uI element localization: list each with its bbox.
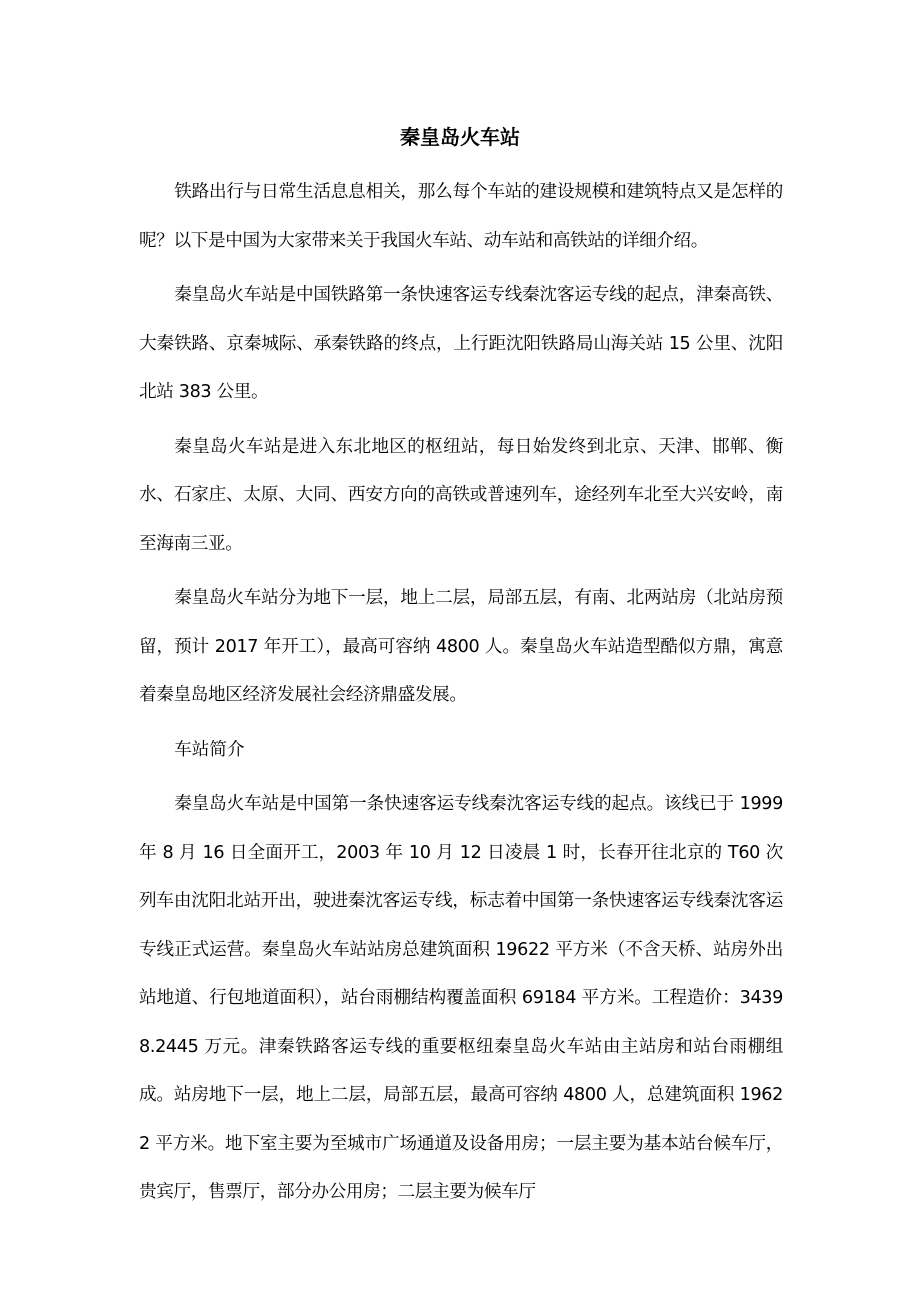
document-title: 秦皇岛火车站 (400, 125, 520, 149)
paragraph-overview: 秦皇岛火车站是中国第一条快速客运专线秦沈客运专线的起点。该线已于 1999 年 8 月 16 日全面开工，2003 年 10 月 12 日凌晨 1 时，长春开往北京的 T60 次列车由沈阳北站开出，驶进秦沈客运专线，标志着中国第一条快速客运专线秦沈客运专线正式运营。秦皇岛火车站站房总建筑面积 19622 平方米（不含天桥、站房外出站地道、行包地道面积），站台雨棚结构覆盖面积 69184 平方米。工程造价：34398.2445 万元。津秦铁路客运专线的重要枢纽秦皇岛火车站由主站房和站台雨棚组成。站房地下一层，地上二层，局部五层，最高可容纳 4800 人，总建筑面积 19622 平方米。地下室主要为至城市广场通道及设备用房；一层主要为基本站台候车厅，贵宾厅，售票厅，部分办公用房；二层主要为候车厅 (139, 794, 783, 1202)
document-body (139, 168, 783, 1223)
paragraph-structure: 秦皇岛火车站分为地下一层，地上二层，局部五层，有南、北两站房（北站房预留，预计 2017 年开工），最高可容纳 4800 人。秦皇岛火车站造型酷似方鼎，寓意着秦皇岛地区经济发展社会经济鼎盛发展。 (139, 588, 783, 705)
paragraph-hub: 秦皇岛火车站是进入东北地区的枢纽站，每日始发终到北京、天津、邯郸、衡水、石家庄、太原、大同、西安方向的高铁或普速列车，途经列车北至大兴安岭，南至海南三亚。 (139, 436, 783, 554)
paragraph-location: 秦皇岛火车站是中国铁路第一条快速客运专线秦沈客运专线的起点，津秦高铁、大秦铁路、京秦城际、承秦铁路的终点，上行距沈阳铁路局山海关站 15 公里、沈阳北站 383 公里。 (139, 285, 783, 402)
section-heading: 车站简介 (174, 739, 245, 760)
paragraph-intro: 铁路出行与日常生活息息相关，那么每个车站的建设规模和建筑特点又是怎样的呢？以下是中国为大家带来关于我国火车站、动车站和高铁站的详细介绍。 (139, 182, 783, 251)
